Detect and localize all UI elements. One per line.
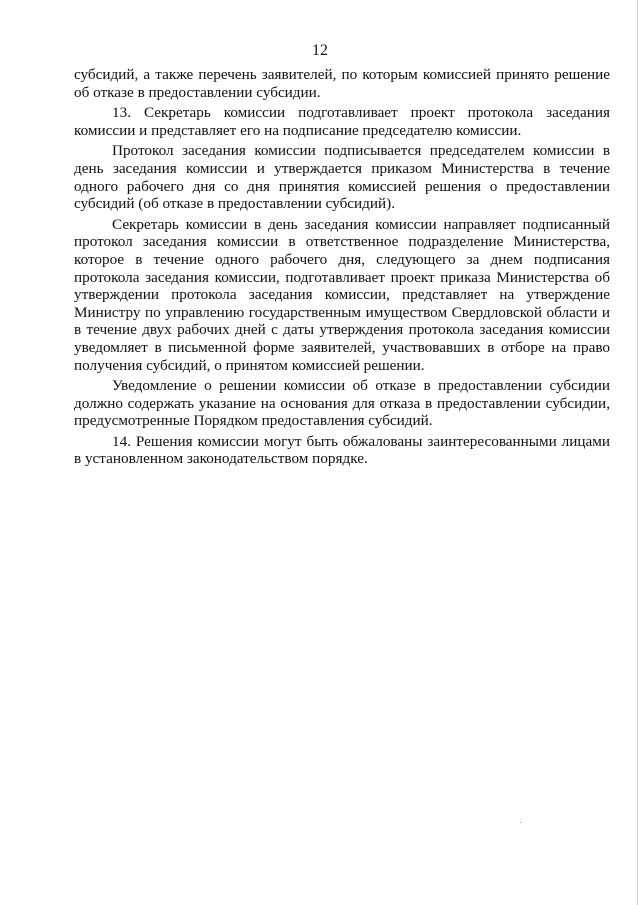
scan-speck [520,822,521,823]
page-number: 12 [312,42,328,59]
paragraph-continuation: субсидий, а также перечень заявителей, по которым комиссией принято решение об отказе в предоставлении субсидии. [74,66,610,101]
paragraph-item-14: 14. Решения комиссии могут быть обжалованы заинтересованными лицами в установленном законодательством порядке. [74,432,610,468]
paragraph-item-13: 13. Секретарь комиссии подготавливает проект протокола заседания комиссии и представляет его на подписание председателю комиссии. [74,104,610,139]
paragraph-secretary-actions: Секретарь комиссии в день заседания комиссии направляет подписанный протокол заседания комиссии в ответственное подразделение Министерства, которое в течение одного рабочего дня, следующего за днем подписания протокола заседания комиссии, подготавливает проект приказа Министерства об утверждении протокола заседания комиссии, представляет на утверждение Министру по управлению государственным имуществом Свердловской области и в течение двух рабочих дней с даты утверждения протокола заседания комиссии уведомляет в письменной форме заявителей, участвовавших в отборе на право получения субсидий, о принятом комиссией решении. [74,215,610,374]
paragraph-refusal-notice: Уведомление о решении комиссии об отказе в предоставлении субсидии должно содержать указание на основания для отказа в предоставлении субсидии, предусмотренные Порядком предоставления субсидий. [74,377,610,430]
paragraph-protocol-signing: Протокол заседания комиссии подписывается председателем комиссии в день заседания комиссии и утверждается приказом Министерства в течение одного рабочего дня со дня принятия комиссией решения о предоставлении субсидий (об отказе в предоставлении субсидий). [74,142,610,213]
document-body [74,66,610,471]
scan-edge [637,0,638,905]
